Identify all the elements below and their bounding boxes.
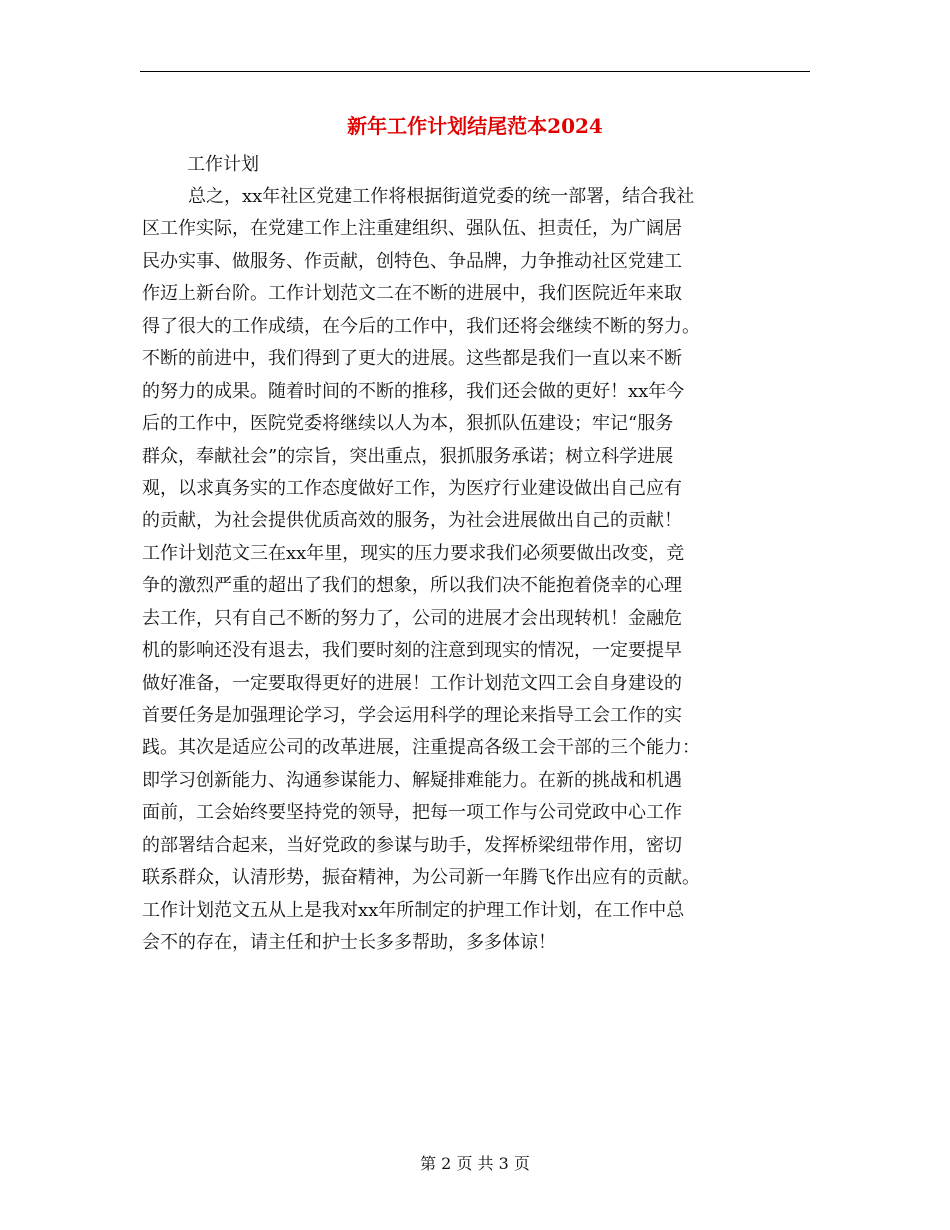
page-number-footer: 第 2 页 共 3 页 (420, 1154, 530, 1173)
body-line: 总之，xx年社区党建工作将根据街道党委的统一部署，结合我社 (188, 186, 695, 207)
body-line: 践。其次是适应公司的改革进展，注重提高各级工会干部的三个能力： (142, 737, 700, 759)
body-line: 会不的存在，请主任和护士长多多帮助，多多体谅！ (142, 932, 556, 954)
body-line: 联系群众，认清形势，振奋精神，为公司新一年腾飞作出应有的贡献。 (142, 867, 700, 889)
body-line: 争的激烈严重的超出了我们的想象，所以我们决不能抱着侥幸的心理 (142, 575, 682, 597)
body-text (142, 181, 700, 960)
body-line: 工作计划范文五从上是我对xx年所制定的护理工作计划，在工作中总 (142, 899, 685, 921)
body-line: 后的工作中，医院党委将继续以人为本，狠抓队伍建设；牢记“服务 (142, 413, 674, 435)
document-title: 新年工作计划结尾范本2024 (347, 114, 603, 138)
body-line: 的贡献，为社会提供优质高效的服务，为社会进展做出自己的贡献！ (142, 510, 682, 532)
body-line: 作迈上新台阶。工作计划范文二在不断的进展中，我们医院近年来取 (142, 283, 682, 305)
body-line: 区工作实际，在党建工作上注重建组织、强队伍、担责任，为广阔居 (142, 218, 682, 240)
body-line: 观，以求真务实的工作态度做好工作，为医疗行业建设做出自己应有 (142, 477, 682, 499)
body-line: 机的影响还没有退去，我们要时刻的注意到现实的情况，一定要提早 (142, 640, 682, 662)
body-line: 面前，工会始终要坚持党的领导，把每一项工作与公司党政中心工作 (142, 802, 682, 824)
body-line: 得了很大的工作成绩，在今后的工作中，我们还将会继续不断的努力。 (142, 315, 700, 337)
body-line: 的部署结合起来，当好党政的参谋与助手，发挥桥梁纽带作用，密切 (142, 834, 682, 856)
body-line: 民办实事、做服务、作贡献，创特色、争品牌，力争推动社区党建工 (142, 250, 682, 272)
body-line: 首要任务是加强理论学习，学会运用科学的理论来指导工会工作的实 (142, 705, 682, 726)
document-subtitle: 工作计划 (187, 154, 259, 175)
body-line: 不断的前进中，我们得到了更大的进展。这些都是我们一直以来不断 (142, 348, 682, 370)
body-line: 去工作，只有自己不断的努力了，公司的进展才会出现转机！金融危 (142, 607, 682, 629)
header-rule (140, 71, 810, 72)
body-line: 群众，奉献社会”的宗旨，突出重点，狠抓服务承诺；树立科学进展 (142, 445, 674, 467)
body-line: 的努力的成果。随着时间的不断的推移，我们还会做的更好！xx年今 (142, 380, 685, 402)
body-line: 做好准备，一定要取得更好的进展！工作计划范文四工会自身建设的 (142, 672, 682, 694)
body-line: 即学习创新能力、沟通参谋能力、解疑排难能力。在新的挑战和机遇 (142, 769, 682, 791)
body-line: 工作计划范文三在xx年里，现实的压力要求我们必须要做出改变，竞 (142, 542, 685, 564)
